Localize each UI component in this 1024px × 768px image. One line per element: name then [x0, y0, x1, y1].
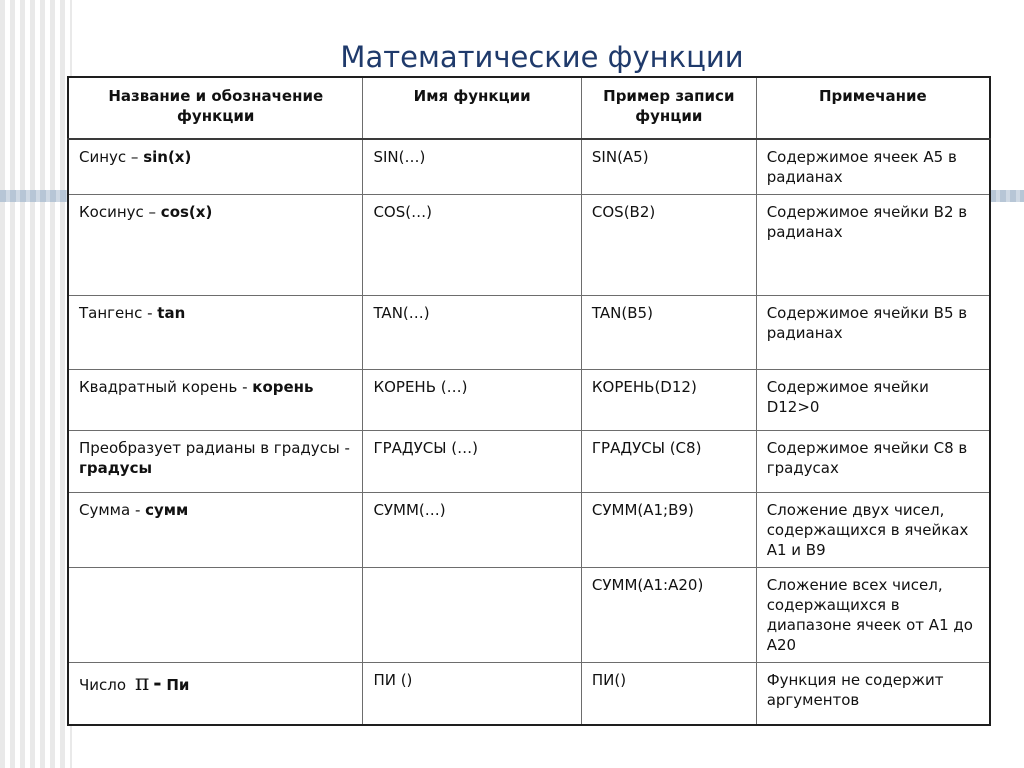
header-name: Название и обозначение функции: [68, 77, 363, 139]
table-row: [68, 663, 990, 725]
dash-symbol: -: [153, 671, 162, 695]
table-row: [68, 493, 990, 568]
cell-example: TAN(B5): [581, 296, 756, 370]
cell-name: Квадратный корень - корень: [68, 370, 363, 431]
cell-function: [363, 568, 581, 663]
cell-function: SIN(…): [363, 139, 581, 195]
cell-name: [68, 568, 363, 663]
cell-function: TAN(…): [363, 296, 581, 370]
cell-example: СУММ(А1;В9): [581, 493, 756, 568]
cell-name: Преобразует радианы в градусы - градусы: [68, 431, 363, 493]
cell-function: ПИ (): [363, 663, 581, 725]
cell-example: SIN(A5): [581, 139, 756, 195]
cell-name: Сумма - сумм: [68, 493, 363, 568]
cell-name: Косинус – cos(x): [68, 195, 363, 296]
cell-example: КОРЕНЬ(D12): [581, 370, 756, 431]
pi-symbol: π: [134, 671, 150, 696]
cell-function: КОРЕНЬ (…): [363, 370, 581, 431]
cell-name: Число π - Пи: [68, 663, 363, 725]
cell-example: ГРАДУСЫ (С8): [581, 431, 756, 493]
cell-note: Сложение всех чисел, содержащихся в диапазоне ячеек от А1 до А20: [756, 568, 990, 663]
table-row: [68, 431, 990, 493]
table-row: [68, 296, 990, 370]
cell-function: СУММ(…): [363, 493, 581, 568]
header-example: Пример записи фунции: [581, 77, 756, 139]
table-row: [68, 139, 990, 195]
header-function: Имя функции: [363, 77, 581, 139]
cell-note: Функция не содержит аргументов: [756, 663, 990, 725]
cell-note: Содержимое ячейки С8 в градусах: [756, 431, 990, 493]
decorative-stripes: [0, 0, 72, 768]
functions-table: [67, 76, 991, 726]
header-note: Примечание: [756, 77, 990, 139]
table-row: [68, 568, 990, 663]
cell-note: Содержимое ячейки D12>0: [756, 370, 990, 431]
table-row: [68, 370, 990, 431]
cell-name: Тангенс - tan: [68, 296, 363, 370]
cell-note: Содержимое ячейки B2 в радианах: [756, 195, 990, 296]
table-header-row: [68, 77, 990, 139]
cell-function: ГРАДУСЫ (…): [363, 431, 581, 493]
cell-name: Синус – sin(x): [68, 139, 363, 195]
cell-example: COS(B2): [581, 195, 756, 296]
table-row: [68, 195, 990, 296]
cell-function: COS(…): [363, 195, 581, 296]
cell-note: Сложение двух чисел, содержащихся в ячейках А1 и В9: [756, 493, 990, 568]
cell-example: СУММ(А1:А20): [581, 568, 756, 663]
cell-note: Содержимое ячейки B5 в радианах: [756, 296, 990, 370]
cell-example: ПИ(): [581, 663, 756, 725]
slide-title: Математические функции: [340, 40, 744, 74]
cell-note: Содержимое ячеек А5 в радианах: [756, 139, 990, 195]
